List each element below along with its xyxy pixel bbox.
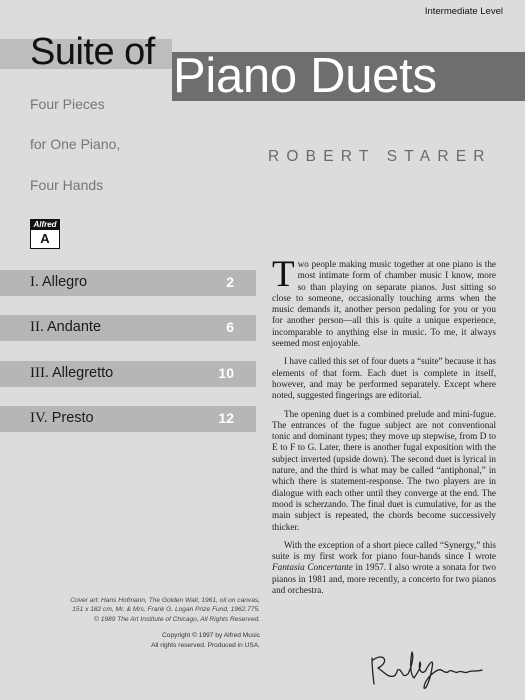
foreword-text bbox=[272, 254, 496, 603]
subtitle-line-3: Four Hands bbox=[30, 177, 104, 193]
title-piano-duets: Piano Duets bbox=[173, 49, 437, 103]
subtitle-line-1: Four Pieces bbox=[30, 96, 105, 112]
toc-page-number: 6 bbox=[226, 319, 234, 335]
alfred-logo-text: Alfred bbox=[31, 220, 59, 230]
toc-page-number: 10 bbox=[218, 365, 234, 381]
toc-title: I. Allegro bbox=[30, 274, 88, 290]
toc-title: III. Allegretto bbox=[30, 365, 114, 381]
toc-row-4[interactable] bbox=[0, 406, 256, 432]
toc-title: II. Andante bbox=[30, 319, 102, 335]
alfred-logo bbox=[30, 219, 60, 249]
toc-row-1[interactable] bbox=[0, 270, 256, 296]
toc-title: IV. Presto bbox=[30, 410, 94, 426]
drop-cap: T bbox=[272, 254, 295, 295]
composer-signature bbox=[368, 648, 488, 692]
copyright-notice: Copyright © 1997 by Alfred Music All rights reserved. Produced in USA. bbox=[151, 632, 260, 649]
alfred-logo-mark: A bbox=[40, 231, 50, 246]
title-suite-of: Suite of bbox=[30, 31, 155, 73]
toc-page-number: 2 bbox=[226, 274, 234, 290]
subtitle-line-2: for One Piano, bbox=[30, 136, 121, 152]
toc-page-number: 12 bbox=[218, 410, 234, 426]
foreword-paragraph-3: The opening duet is a combined prelude and mini-fugue. The entrances of the fugue subject are not conventional tonic and dominant types; they move up stepwise, from D to E to F to G. Later, there is another fugal exposition with the subject inverted (upside down). The second duet is lyrical in nature, and the third is what may be called “antiphonal,” in which there is statement-response. The two players are in dialogue with each other until they converge at the end. The mood is scherzando. The final duet is cumulative, for as the main subject is repeated, the chords become successively thicker. bbox=[272, 408, 496, 532]
foreword-paragraph-1: Two people making music together at one piano is the most intimate form of chamber music I know, more so than playing on separate pianos. Just sitting so close to someone, occasionally touching arms when the music demands it, another person pedaling for you or you for another person—all this is quite a unique experience, incomparable to anything else in music. To me, it always seemed most enjoyable. bbox=[272, 254, 496, 349]
toc-row-2[interactable] bbox=[0, 315, 256, 341]
foreword-paragraph-2: I have called this set of four duets a “suite” because it has elements of that form. Each duet is complete in itself, however, and may be performed separately. Except where noted, suggested fingerings are editorial. bbox=[272, 356, 496, 401]
toc-row-3[interactable] bbox=[0, 361, 256, 387]
cover-art-credits: Cover art: Hans Hofmann, The Golden Wall, 1961, oil on canvas, 151 x 182 cm, Mr. & Mrs. Frank G. Logan Prize Fund, 1962.775. © 1989 The Art Institute of Chicago, All Rights Reserved. bbox=[70, 597, 260, 623]
composer-name: ROBERT STARER bbox=[268, 148, 492, 165]
foreword-paragraph-4: With the exception of a short piece called “Synergy,” this suite is my first work for piano four-hands since I wrote Fantasia Concertante in 1957. I also wrote a sonata for two pianos in 1981 and, more recently, a concerto for two pianos and orchestra. bbox=[272, 539, 496, 596]
level-label: Intermediate Level bbox=[424, 6, 503, 17]
